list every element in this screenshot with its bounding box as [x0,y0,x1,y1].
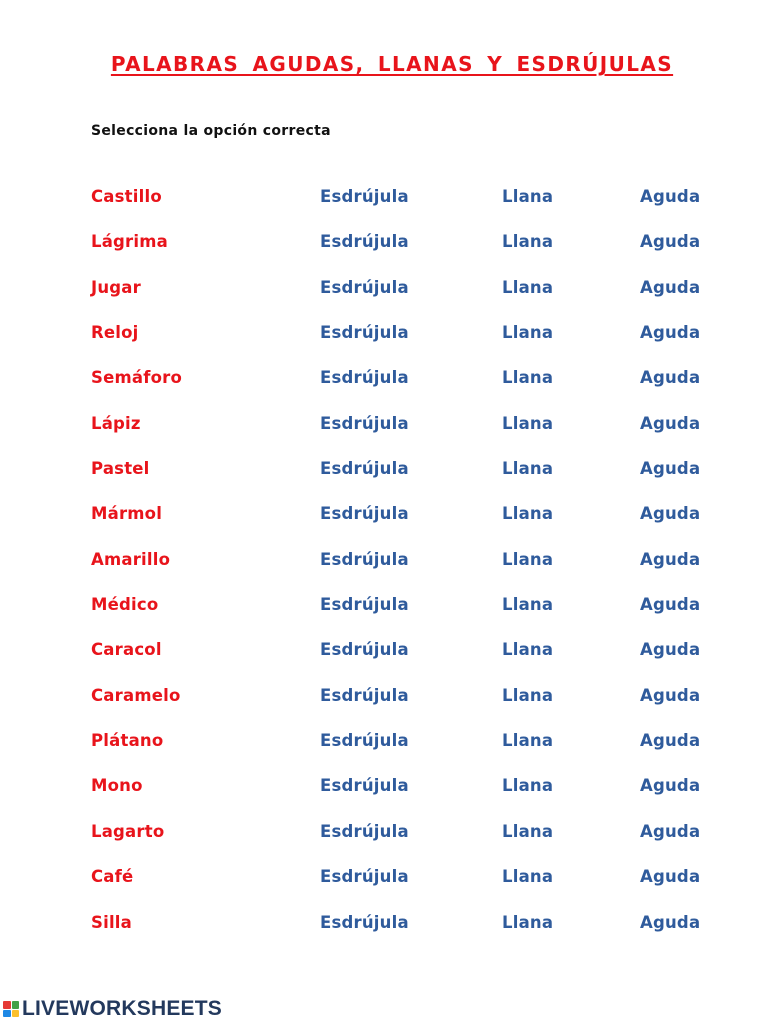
word-label: Café [91,867,134,887]
word-row [0,184,768,229]
option-llana[interactable]: Llana [502,912,554,932]
brand-name: LIVEWORKSHEETS [22,997,222,1020]
option-aguda[interactable]: Aguda [640,595,701,615]
word-row [0,547,768,592]
option-esdrujula[interactable]: Esdrújula [320,459,409,479]
word-row [0,365,768,410]
option-aguda[interactable]: Aguda [640,459,701,479]
word-label: Lágrima [91,232,168,252]
option-aguda[interactable]: Aguda [640,640,701,660]
option-aguda[interactable]: Aguda [640,867,701,887]
option-llana[interactable]: Llana [502,821,554,841]
word-row [0,592,768,637]
option-llana[interactable]: Llana [502,640,554,660]
option-aguda[interactable]: Aguda [640,776,701,796]
word-label: Jugar [91,277,141,297]
option-llana[interactable]: Llana [502,595,554,615]
word-row [0,320,768,365]
word-label: Plátano [91,731,164,751]
word-row [0,910,768,955]
option-aguda[interactable]: Aguda [640,821,701,841]
word-row [0,683,768,728]
option-llana[interactable]: Llana [502,413,554,433]
word-label: Pastel [91,459,150,479]
word-row [0,501,768,546]
liveworksheets-logo-icon [3,1001,19,1017]
option-esdrujula[interactable]: Esdrújula [320,640,409,660]
option-llana[interactable]: Llana [502,232,554,252]
option-aguda[interactable]: Aguda [640,323,701,343]
option-aguda[interactable]: Aguda [640,187,701,206]
option-llana[interactable]: Llana [502,549,554,569]
option-llana[interactable]: Llana [502,368,554,388]
word-label: Amarillo [91,549,171,569]
option-esdrujula[interactable]: Esdrújula [320,232,409,252]
word-row [0,728,768,773]
option-llana[interactable]: Llana [502,685,554,705]
word-label: Castillo [91,187,162,206]
word-label: Mármol [91,504,163,524]
option-esdrujula[interactable]: Esdrújula [320,504,409,524]
option-aguda[interactable]: Aguda [640,413,701,433]
option-aguda[interactable]: Aguda [640,912,701,932]
word-label: Médico [91,595,159,615]
option-esdrujula[interactable]: Esdrújula [320,685,409,705]
option-llana[interactable]: Llana [502,277,554,297]
word-row [0,773,768,818]
option-esdrujula[interactable]: Esdrújula [320,867,409,887]
word-row [0,456,768,501]
option-esdrujula[interactable]: Esdrújula [320,368,409,388]
word-row [0,411,768,456]
option-esdrujula[interactable]: Esdrújula [320,549,409,569]
option-llana[interactable]: Llana [502,731,554,751]
word-row [0,637,768,682]
option-esdrujula[interactable]: Esdrújula [320,776,409,796]
word-label: Semáforo [91,368,182,388]
word-label: Lagarto [91,821,165,841]
option-llana[interactable]: Llana [502,459,554,479]
option-esdrujula[interactable]: Esdrújula [320,277,409,297]
option-aguda[interactable]: Aguda [640,685,701,705]
word-label: Silla [91,912,132,932]
option-aguda[interactable]: Aguda [640,368,701,388]
word-label: Mono [91,776,143,796]
word-label: Caracol [91,640,162,660]
word-row [0,819,768,864]
option-aguda[interactable]: Aguda [640,504,701,524]
option-aguda[interactable]: Aguda [640,731,701,751]
option-aguda[interactable]: Aguda [640,232,701,252]
option-llana[interactable]: Llana [502,776,554,796]
instruction-text: Selecciona la opción correcta [91,123,331,139]
worksheet-title: PALABRAS AGUDAS, LLANAS Y ESDRÚJULAS [110,52,674,76]
option-aguda[interactable]: Aguda [640,277,701,297]
word-label: Caramelo [91,685,181,705]
option-llana[interactable]: Llana [502,187,554,206]
word-row [0,275,768,320]
option-esdrujula[interactable]: Esdrújula [320,912,409,932]
word-row [0,229,768,274]
option-aguda[interactable]: Aguda [640,549,701,569]
option-esdrujula[interactable]: Esdrújula [320,413,409,433]
option-esdrujula[interactable]: Esdrújula [320,595,409,615]
word-row [0,864,768,909]
word-label: Lápiz [91,413,141,433]
option-esdrujula[interactable]: Esdrújula [320,731,409,751]
option-esdrujula[interactable]: Esdrújula [320,821,409,841]
word-list [0,184,768,955]
option-llana[interactable]: Llana [502,504,554,524]
option-llana[interactable]: Llana [502,323,554,343]
footer-brand [3,996,222,1022]
word-label: Reloj [91,323,139,343]
option-esdrujula[interactable]: Esdrújula [320,187,409,206]
option-esdrujula[interactable]: Esdrújula [320,323,409,343]
option-llana[interactable]: Llana [502,867,554,887]
